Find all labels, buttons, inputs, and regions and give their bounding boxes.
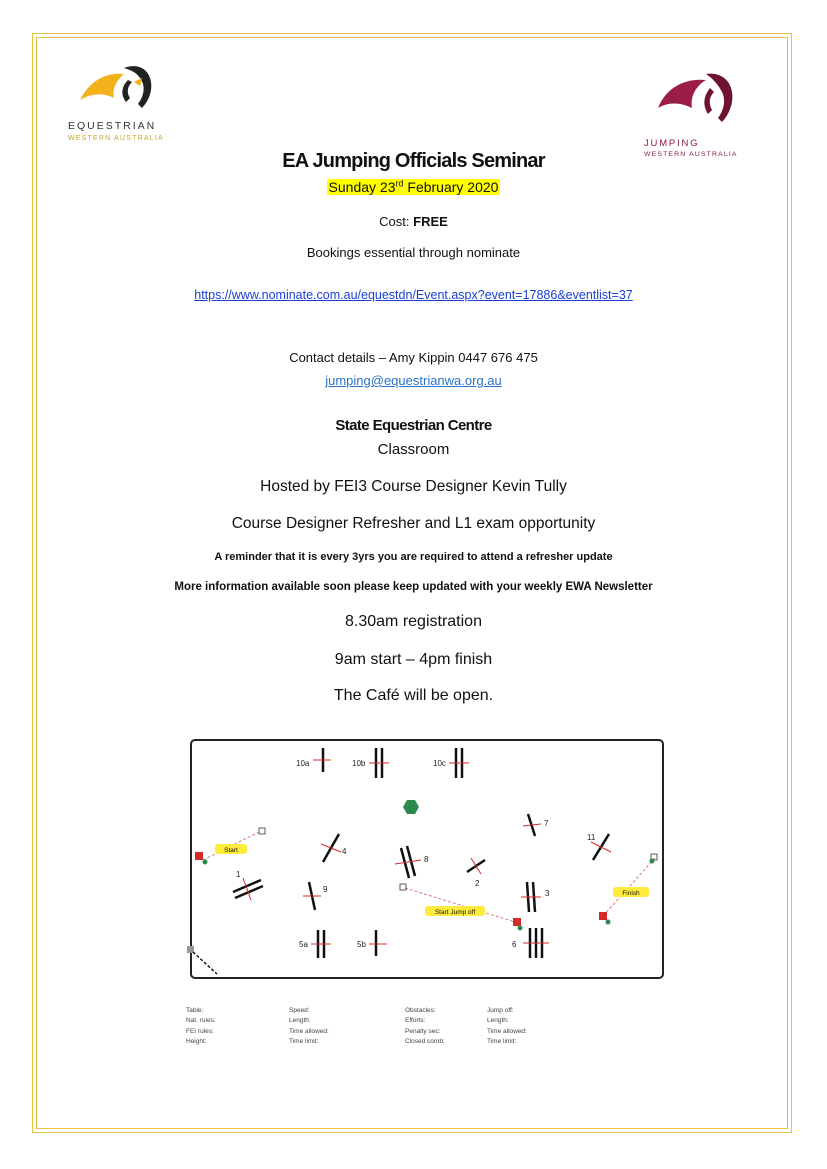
cost-label: Cost: bbox=[379, 214, 414, 229]
fence-label-10a: 10a bbox=[296, 759, 310, 768]
horse-head-icon bbox=[62, 58, 182, 118]
finish-label: Finish bbox=[622, 890, 640, 897]
table-label: Time limit: bbox=[289, 1038, 319, 1046]
start-label: Start bbox=[224, 847, 238, 854]
table-label: FEI rules: bbox=[186, 1027, 214, 1035]
table-label: Efforts: bbox=[405, 1017, 426, 1025]
horse-head-icon bbox=[636, 70, 766, 130]
nominate-link-line bbox=[0, 288, 827, 302]
plan-table-col1 bbox=[186, 1006, 216, 1048]
fence-label-3: 3 bbox=[545, 889, 550, 898]
cost-value: FREE bbox=[413, 214, 448, 229]
date-day: Sunday 23 bbox=[328, 178, 396, 195]
table-label: Time limit: bbox=[487, 1038, 517, 1046]
email-link[interactable]: jumping@equestrianwa.org.au bbox=[325, 373, 502, 388]
jumpoff-flag-icon bbox=[513, 918, 521, 926]
finish-flag-icon bbox=[599, 912, 607, 920]
tree-icon bbox=[403, 800, 419, 814]
bookings-note: Bookings essential through nominate bbox=[306, 245, 521, 260]
refresher-reminder: A reminder that it is every 3yrs you are required to attend a refresher update bbox=[214, 551, 613, 563]
table-label: Closed comb: bbox=[405, 1038, 445, 1046]
fence-label-1: 1 bbox=[236, 870, 241, 879]
page-title: EA Jumping Officials Seminar bbox=[282, 150, 545, 172]
venue-name: State Equestrian Centre bbox=[335, 417, 492, 434]
table-label: Table: bbox=[186, 1007, 204, 1014]
fence-label-5a: 5a bbox=[299, 940, 308, 949]
table-label: Time allowed: bbox=[289, 1027, 329, 1035]
course-line: Course Designer Refresher and L1 exam opportunity bbox=[231, 515, 596, 532]
email-line bbox=[0, 373, 827, 388]
fence-label-11: 11 bbox=[587, 833, 596, 842]
plan-table-col2 bbox=[289, 1006, 329, 1048]
table-label: Speed: bbox=[289, 1007, 310, 1014]
fence-label-7: 7 bbox=[544, 819, 549, 828]
contact-details: Contact details – Amy Kippin 0447 676 475 bbox=[289, 350, 538, 365]
fence-label-4: 4 bbox=[342, 847, 347, 856]
table-label: Penalty sec: bbox=[405, 1027, 441, 1035]
logo-equestrian-text: EQUESTRIAN bbox=[68, 120, 157, 132]
fence-label-2: 2 bbox=[475, 879, 480, 888]
plan-table-col3 bbox=[405, 1006, 445, 1048]
date-suffix: rd bbox=[395, 178, 404, 188]
start-flag-icon bbox=[195, 852, 203, 860]
logo-western-australia-text: WESTERN AUSTRALIA bbox=[644, 151, 738, 158]
fence-label-8: 8 bbox=[424, 855, 429, 864]
nominate-link[interactable]: https://www.nominate.com.au/equestdn/Event.aspx?event=17886&eventlist=37 bbox=[194, 288, 633, 302]
fence-label-10c: 10c bbox=[433, 759, 446, 768]
table-label: Height: bbox=[186, 1038, 207, 1046]
table-label: Length: bbox=[289, 1017, 311, 1025]
table-label: Length: bbox=[487, 1017, 509, 1025]
registration-time: 8.30am registration bbox=[345, 613, 482, 630]
start-finish-time: 9am start – 4pm finish bbox=[334, 651, 493, 668]
fence-label-10b: 10b bbox=[352, 759, 366, 768]
start-jumpoff-label: Start Jump off bbox=[434, 909, 476, 916]
cafe-note: The Café will be open. bbox=[333, 687, 494, 704]
jumpoff-flag-white-icon bbox=[400, 884, 406, 890]
logo-jumping-text: JUMPING bbox=[644, 138, 700, 149]
start-flag-white-icon bbox=[259, 828, 265, 834]
table-label: Jump off: bbox=[487, 1007, 514, 1014]
table-label: Time allowed: bbox=[487, 1027, 527, 1035]
venue-room: Classroom bbox=[377, 441, 450, 458]
table-label: Obstacles: bbox=[405, 1007, 436, 1014]
cost-line bbox=[0, 214, 827, 229]
plan-table-col4 bbox=[487, 1006, 527, 1048]
equestrian-wa-logo bbox=[62, 58, 182, 148]
more-info: More information available soon please keep updated with your weekly EWA Newsletter bbox=[174, 581, 653, 593]
fence-label-9: 9 bbox=[323, 885, 328, 894]
table-label: Nat. rules: bbox=[186, 1017, 216, 1025]
date-month-year: February 2020 bbox=[403, 178, 499, 195]
event-date bbox=[0, 178, 827, 195]
logo-western-australia-text: WESTERN AUSTRALIA bbox=[68, 135, 164, 142]
fence-label-5b: 5b bbox=[357, 940, 366, 949]
fence-label-6: 6 bbox=[512, 940, 517, 949]
host-line: Hosted by FEI3 Course Designer Kevin Tully bbox=[260, 478, 567, 495]
